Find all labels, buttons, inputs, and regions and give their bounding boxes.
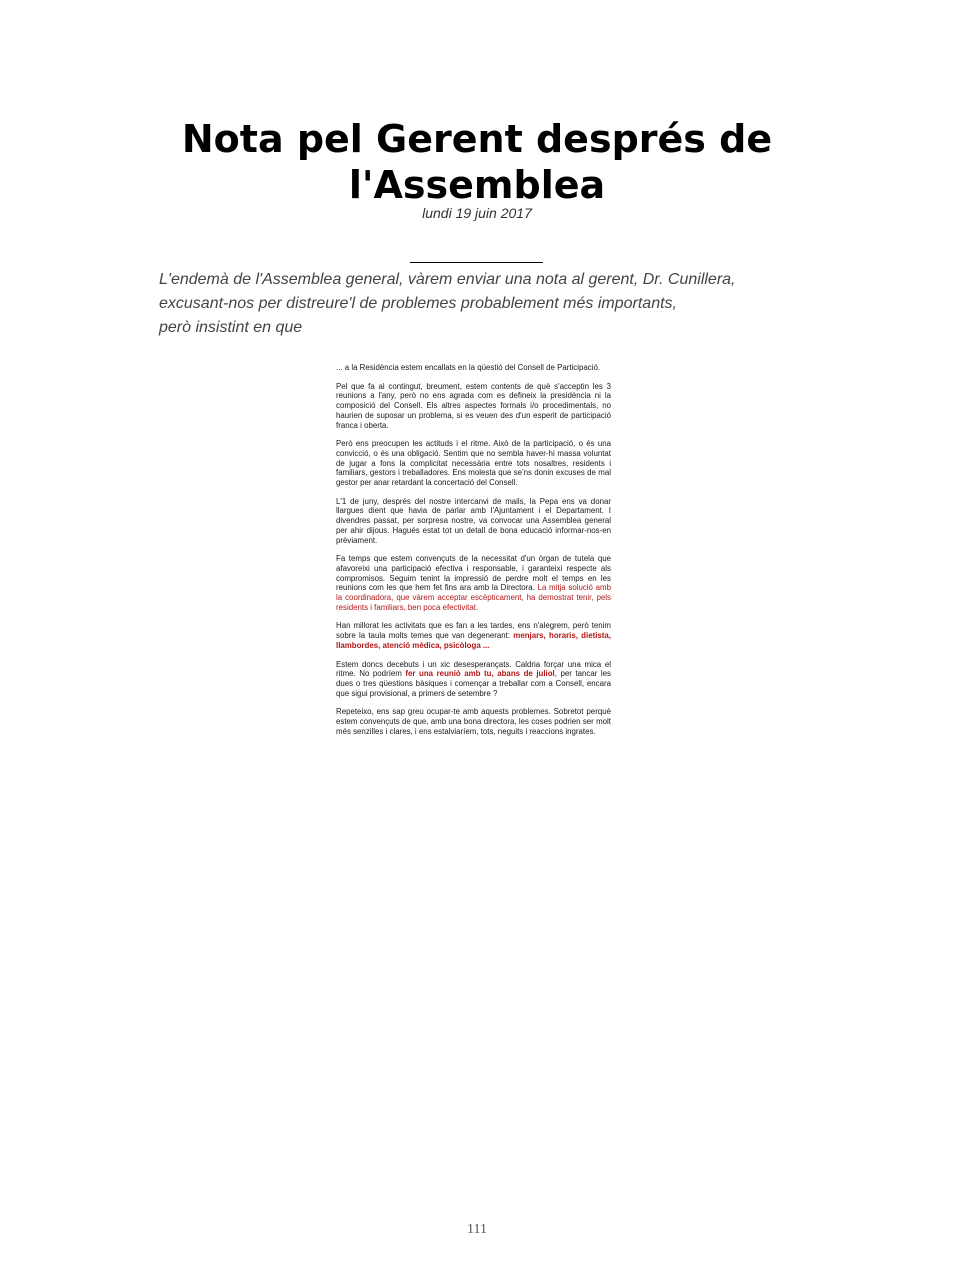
note-paragraph-7 bbox=[336, 660, 611, 699]
intro-line-3: però insistint en que bbox=[159, 319, 303, 336]
intro-paragraph bbox=[159, 268, 799, 340]
note-paragraph-2: Pel que fa al contingut, breument, estem contents de què s'acceptin les 3 reunions a l'any, però no ens agrada com es defineix la presidència ni la composició del Consell. Els altres aspectes formals i/o procedimentals, no haurien de suposar un problema, si es veuen des d'un esperit de participació franca i oberta. bbox=[336, 381, 611, 430]
note-paragraph-7-highlight: fer una reunió amb tu, abans de juliol bbox=[405, 669, 555, 679]
note-paragraph-1: ... a la Residència estem encallats en la qüestió del Consell de Participació. bbox=[336, 363, 601, 372]
note-paragraph-6-text: Han millorat les activitats que es fan a les tardes, ens n'alegrem, però tenim sobre la taula molts temes que van degenerant: bbox=[336, 621, 611, 641]
note-paragraph-5 bbox=[336, 554, 611, 612]
note-paragraph-3: Però ens preocupen les actituds i el ritme. Això de la participació, o és una convicció, o és una obligació. Sentim que no sembla haver-hi massa voluntat de jugar a fons la complicitat necessària entre tots nosaltres, residents i familiars, gestors i treballadores. Ens molesta que se'ns donin excuses de mal gestor per anar retardant la concertació del Consell. bbox=[336, 439, 611, 488]
note-paragraph-7-text-a: Estem doncs decebuts i un xic desesperançats. Caldria forçar una mica el ritme. No podríem bbox=[336, 659, 611, 679]
note-paragraph-7-text-b: , per tancar les dues o tres qüestions bàsiques i començar a treballar com a Consell, encara que sigui provisional, a primers de setembre ? bbox=[336, 669, 611, 698]
note-scan-image bbox=[336, 363, 611, 818]
page-number: 111 bbox=[467, 1222, 487, 1237]
title-divider bbox=[410, 262, 543, 263]
note-paragraph-4: L'1 de juny, després del nostre intercanvi de mails, la Pepa ens va donar llargues dient que havia de parlar amb l'Ajuntament i el Departament. I divendres passat, per sorpresa nostre, va convocar una Assemblea general per ahir dijous. Hagués estat tot un detall de bona educació informar-nos-en prèviament. bbox=[336, 496, 611, 545]
note-paragraph-6-highlight: menjars, horaris, dietista, llambordes, atenció mèdica, psicòloga ... bbox=[336, 631, 611, 650]
intro-line-1: L'endemà de l'Assemblea general, vàrem enviar una nota al gerent, Dr. Cunillera, bbox=[159, 271, 736, 288]
note-paragraph-5-text: Fa temps que estem convençuts de la necessitat d'un òrgan de tutela que afavoreixi una participació efectiva i responsable, i garanteixi respecte als compromisos. Seguim tenint la impressió de perdre molt el temps en les reunions com les que hem fet fins ara amb la Directora. bbox=[336, 554, 611, 593]
intro-line-2: excusant-nos per distreure'l de problemes probablement més importants, bbox=[159, 295, 677, 312]
publish-date: lundi 19 juin 2017 bbox=[422, 205, 532, 221]
page-title-line-1: Nota pel Gerent després de bbox=[181, 117, 773, 161]
page-title-line-2: l'Assemblea bbox=[348, 163, 606, 207]
note-paragraph-5-highlight: La mitja solució amb la coordinadora, que vàrem acceptar escèpticament, ha demostrat tenir, pels residents i familiars, ben poca efectivitat. bbox=[336, 583, 611, 612]
note-paragraph-6 bbox=[336, 621, 611, 650]
note-paragraph-8: Repeteixo, ens sap greu ocupar-te amb aquests problemes. Sobretot perquè estem convençuts de que, amb una bona directora, les coses podrien ser molt més senzilles i clares, i ens estalviaríem, tots, neguits i reaccions ingrates. bbox=[336, 707, 611, 736]
page-title bbox=[0, 116, 954, 208]
